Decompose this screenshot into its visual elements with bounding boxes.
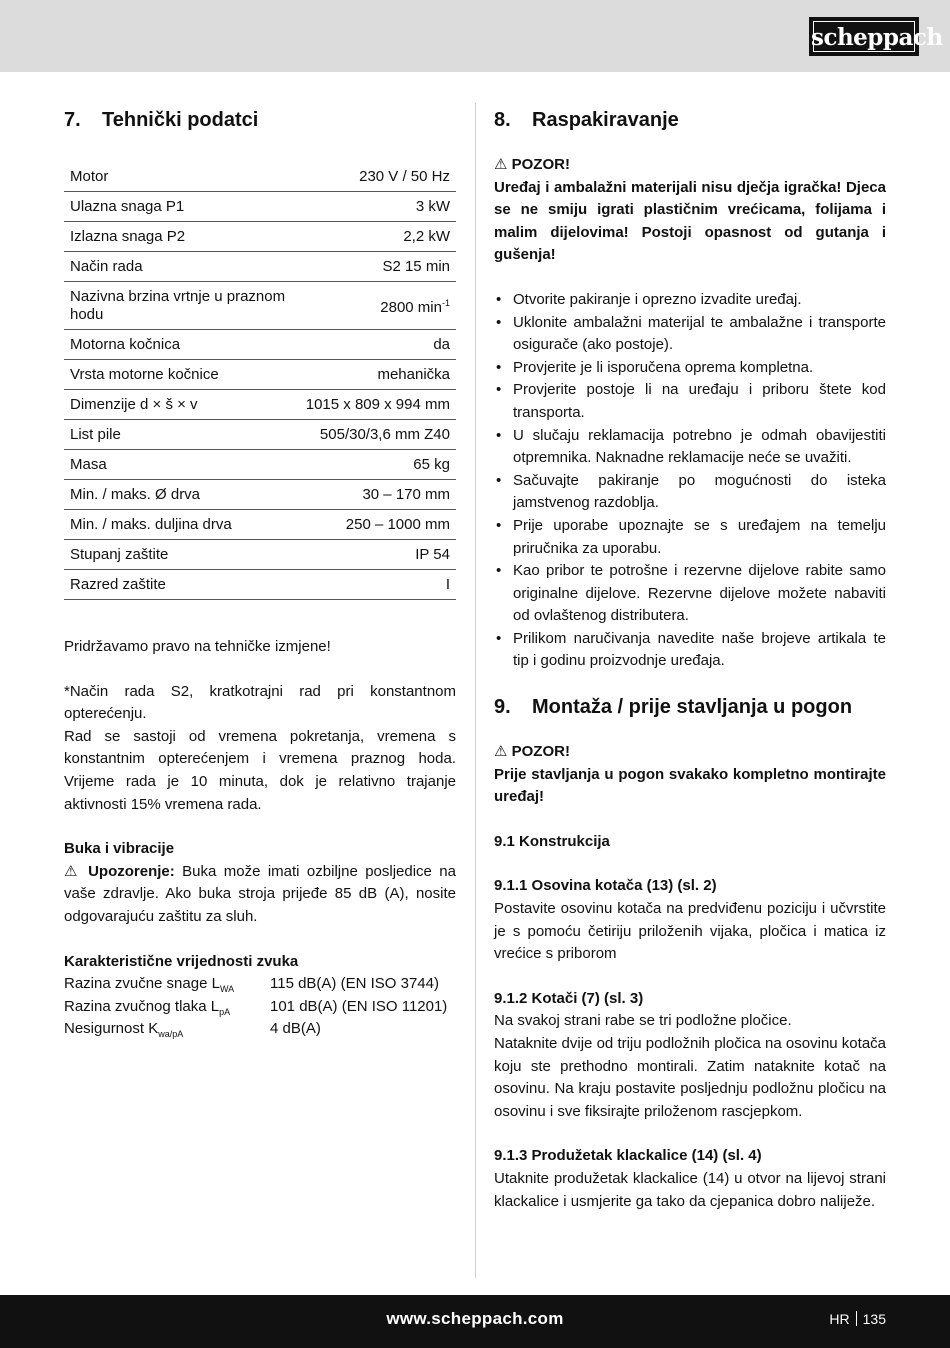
operating-mode-description: Rad se sastoji od vremena pokretanja, vremena s konstantnim opterećenjem i vremena praznog hoda. Vrijeme rada je 10 minuta, dok je relativno trajanje aktivnosti 15% vremena rada.: [64, 727, 456, 813]
assembly-warning-text: Prije stavljanja u pogon svakako kompletno montirajte uređaj!: [494, 765, 886, 806]
warning-triangle-icon: ⚠: [64, 862, 81, 880]
section-8-heading: 8. Raspakiravanje: [494, 109, 679, 131]
website-url: www.scheppach.com: [386, 1309, 564, 1328]
header-bar: [0, 0, 950, 72]
table-row: Nazivna brzina vrtnje u praznom hodu 2800 $\min^{-1}$: [64, 282, 456, 330]
page-number: HR 135: [829, 1311, 886, 1327]
footer-bar: [0, 1295, 950, 1348]
list-item: Nesigurnost $K_{wa/pA}$ 4 dB(A): [64, 1020, 321, 1040]
warning-triangle-icon: ⚠: [494, 743, 508, 761]
noise-warning: ⚠ Upozorenje: Buka može imati ozbiljne posljedice na vaše zdravlje. Ako buka stroja prijeđe 85 dB (A), nosite odgovarajuću zaštitu za sluh.: [64, 862, 456, 925]
list-item: • U slučaju reklamacija potrebno je odmah obavijestiti otpremnika. Naknadne reklamacije neće se uvažiti.: [494, 425, 886, 470]
table-row: Stupanj zaštite IP 54: [64, 540, 456, 570]
table-row: Način rada S2 15 min: [64, 252, 456, 282]
table-row: Masa 65 kg: [64, 450, 456, 480]
warning-triangle-icon: ⚠: [494, 156, 508, 173]
list-item: • Uklonite ambalažni materijal te ambalažne i transporte osigurače (ako postoje).: [494, 312, 886, 357]
table-row: Izlazna snaga P2 2,2 kW: [64, 222, 456, 252]
section-9-heading: 9. Montaža / prije stavljanja u pogon: [494, 696, 853, 719]
subsection-9-1-1-heading: 9.1.1 Osovina kotača (13) (sl. 2): [494, 877, 717, 895]
list-item: Razina zvučne snage $L_{WA}$ 115 dB(A) (EN ISO 3744): [64, 975, 439, 995]
table-row: Razred zaštite I: [64, 570, 456, 600]
section-7-heading: 7. Tehnički podatci: [64, 109, 259, 131]
column-divider: [475, 103, 476, 1278]
table-row: Ulazna snaga P1 3 kW: [64, 192, 456, 222]
table-row: Min. / maks. Ø drva 30 – 170 mm: [64, 480, 456, 510]
table-row: List pile 505/30/3,6 mm Z40: [64, 420, 456, 450]
technical-changes-note: Pridržavamo pravo na tehničke izmjene!: [64, 638, 331, 655]
table-row: Motor 230 V / 50 Hz: [64, 162, 456, 192]
list-item: • Provjerite postoje li na uređaju i priboru štete kod transporta.: [494, 379, 886, 424]
table-row: Motorna kočnica da: [64, 330, 456, 360]
subsection-9-1-2-heading: 9.1.2 Kotači (7) (sl. 3): [494, 989, 644, 1007]
sound-values-list: [64, 973, 456, 1041]
subsection-9-1-1-text: Postavite osovinu kotača na predviđenu poziciju i učvrstite je s pomoću četiriju priloženih vijaka, pločica i matica iz vrećice s priborom: [494, 900, 886, 963]
table-row: Vrsta motorne kočnice mehanička: [64, 360, 456, 390]
table-row: Min. / maks. duljina drva 250 – 1000 mm: [64, 510, 456, 540]
operating-mode-note: *Način rada S2, kratkotrajni rad pri konstantnom opterećenju.: [64, 682, 456, 723]
right-column: [494, 108, 886, 1213]
subsection-9-1-3-heading: 9.1.3 Produžetak klackalice (14) (sl. 4): [494, 1147, 762, 1165]
unpacking-warning-text: Uređaj i ambalažni materijali nisu dječja igračka! Djeca se ne smiju igrati plastičnim vrećicama, folijama i malim dijelovima! Postoji opasnost od gutanja i gušenja!: [494, 178, 886, 264]
list-item: • Kao pribor te potrošne i rezervne dijelove rabite samo originalne dijelove. Rezervne dijelove možete nabaviti od ovlaštenog distributera.: [494, 560, 886, 628]
subsection-9-1-3-text: Utaknite produžetak klackalice (14) u otvor na lijevoj strani klackalice i usmjerite ga tako da cjepanica dobro naliježe.: [494, 1169, 886, 1210]
list-item: • Prilikom naručivanja navedite naše brojeve artikala te tip i godinu proizvodnje uređaja.: [494, 628, 886, 673]
unpacking-steps-list: [494, 289, 886, 673]
subsection-9-1-2-text-continued: Nataknite dvije od triju podložnih pločica na osovinu kotača koju ste prethodno montirali. Zatim nataknite kotač na osovinu. Na kraju postavite posljednju podložnu pločicu na osovinu i sve fiksirajte priloženom rascjepkom.: [494, 1035, 886, 1120]
left-column: [64, 108, 456, 1041]
unpacking-warning-label: ⚠ POZOR!: [494, 156, 570, 173]
list-item: • Sačuvajte pakiranje po mogućnosti do isteka jamstvenog razdoblja.: [494, 470, 886, 515]
list-item: • Prije uporabe upoznajte se s uređajem na temelju priručnika za uporabu.: [494, 515, 886, 560]
scheppach-logo: scheppach: [809, 17, 919, 56]
table-row: Dimenzije d × š × v 1015 x 809 x 994 mm: [64, 390, 456, 420]
tech-specs-table: [64, 162, 456, 600]
list-item: • Provjerite je li isporučena oprema kompletna.: [494, 357, 886, 380]
list-item: • Otvorite pakiranje i oprezno izvadite uređaj.: [494, 289, 886, 312]
noise-heading: Buka i vibracije: [64, 840, 175, 858]
sound-values-heading: Karakteristične vrijednosti zvuka: [64, 952, 299, 970]
list-item: Razina zvučnog tlaka $L_{pA}$ 101 dB(A) (EN ISO 11201): [64, 997, 448, 1017]
assembly-warning-label: ⚠ POZOR!: [494, 743, 570, 761]
subsection-9-1-heading: 9.1 Konstrukcija: [494, 832, 610, 850]
subsection-9-1-2-text: Na svakoj strani rabe se tri podložne pločice.: [494, 1012, 792, 1030]
